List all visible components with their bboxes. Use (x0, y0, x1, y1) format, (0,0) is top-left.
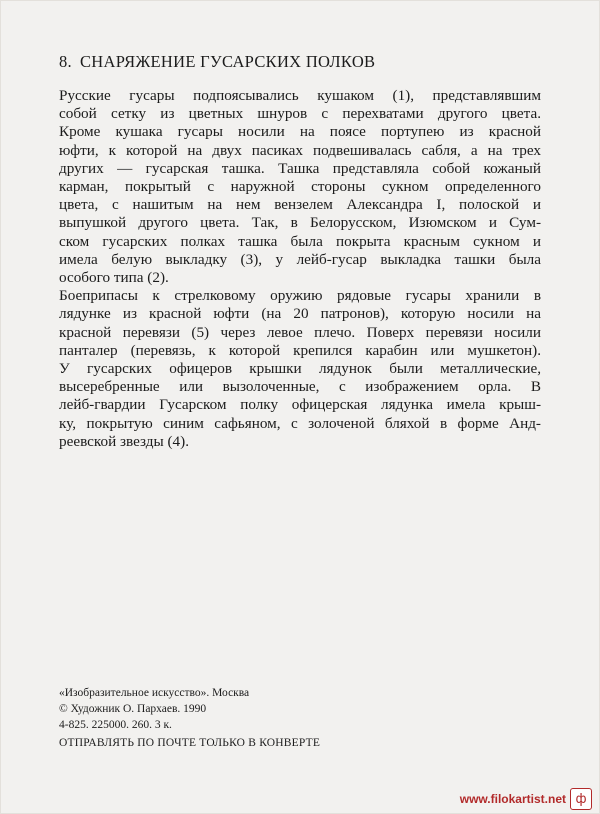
text-line: других — гусарская ташка. Ташка представляла собой кожаный (59, 159, 541, 177)
watermark-site: www.filokartist.net (459, 792, 566, 806)
text-line: реевской звезды (4). (59, 432, 189, 450)
text-line: Боеприпасы к стрелковому оружию рядовые гусары хранили в (59, 287, 541, 305)
imprint (59, 685, 459, 733)
filokartist-logo-icon: ф (570, 788, 592, 810)
text-line: Кроме кушака гусары носили на поясе портупею из красной (59, 123, 541, 141)
text-line: карман, покрытый с наружной стороны сукном определенного (59, 178, 541, 196)
text-line: панталер (перевязь, к которой крепился карабин или мушкетон). (59, 341, 541, 359)
text-line: особого типа (2). (59, 269, 169, 287)
text-line: красной перевязи (5) через левое плечо. Поверх перевязи носили (59, 323, 541, 341)
text-line: юфти, к которой на двух пасиках подвешивалась сабля, а на трех (59, 141, 541, 159)
publisher: «Изобразительное искусство». Москва (59, 687, 250, 699)
card-title-text: СНАРЯЖЕНИЕ ГУСАРСКИХ ПОЛКОВ (79, 52, 376, 71)
text-line: собой сетку из цветных шнуров с перехватами другого цвета. (59, 105, 541, 123)
text-line: имела белую выкладку (3), у лейб-гусар выкладка ташки была (59, 250, 541, 268)
text-line: лейб-гвардии Гусарском полку офицерская лядунка имела крыш- (59, 396, 541, 414)
text-line: ку, покрытую синим сафьяном, с золоченой бляхой в форме Анд- (59, 414, 541, 432)
watermark (460, 788, 592, 810)
print-code: 4-825. 225000. 260. 3 к. (59, 719, 172, 731)
card-title (59, 52, 549, 72)
card-description (59, 87, 541, 451)
card-number: 8. (59, 52, 72, 71)
text-line: Русские гусары подпоясывались кушаком (1), представлявшим (59, 87, 541, 104)
text-line: У гусарских офицеров крышки лядунок были металлические, (59, 360, 541, 378)
mailing-notice: ОТПРАВЛЯТЬ ПО ПОЧТЕ ТОЛЬКО В КОНВЕРТЕ (59, 737, 321, 749)
text-line: ском гусарских полках ташка была покрыта красным сукном и (59, 232, 541, 250)
text-line: выпушкой другого цвета. Так, в Белорусском, Изюмском и Сум- (59, 214, 541, 232)
text-line: лядунке из красной юфти (на 20 патронов), которую носили на (59, 305, 541, 323)
text-line: высеребренные или вызолоченные, с изображением орла. В (59, 378, 541, 396)
artist-credit: © Художник О. Пархаев. 1990 (59, 703, 207, 715)
text-line: цвета, с нашитым на нем вензелем Александра I, полоской и (59, 196, 541, 214)
